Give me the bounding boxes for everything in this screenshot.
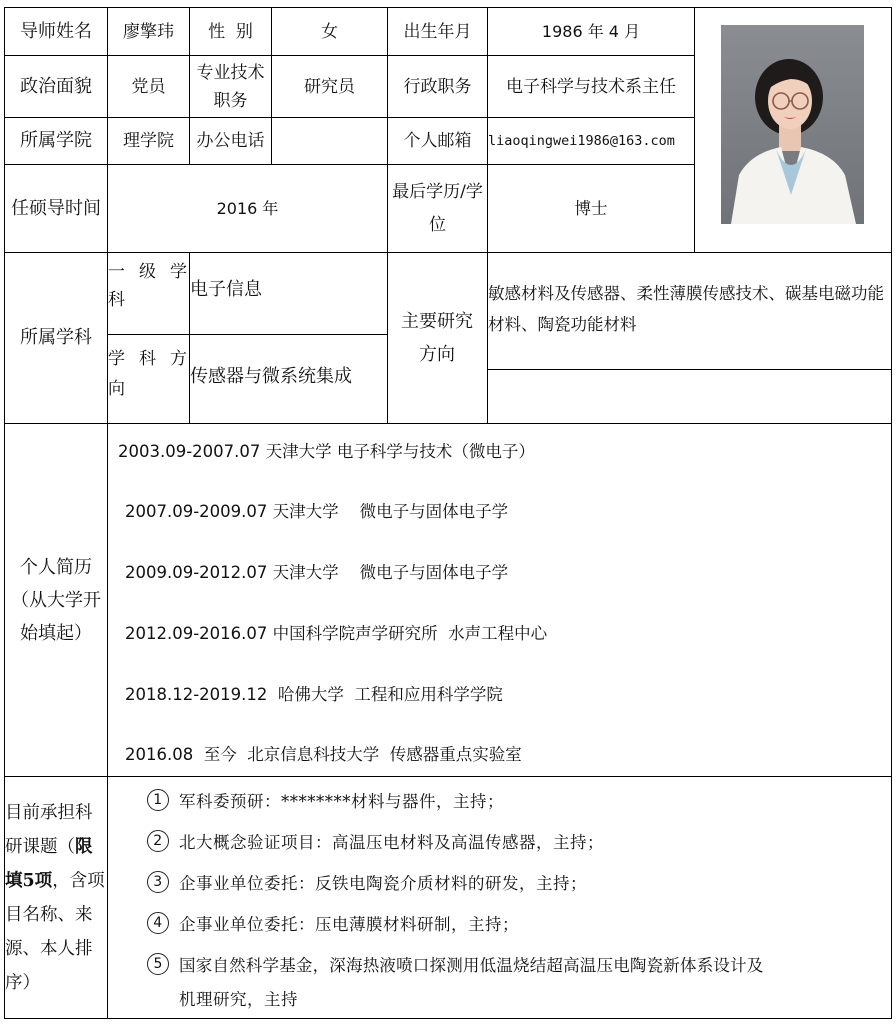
political-label: 政治面貌 [20,75,92,97]
projects-label-a: 目前承担科研课题（ [5,803,93,857]
discipline-label: 所属学科 [20,327,92,348]
college-label: 所属学院 [20,130,92,151]
project-item [147,829,604,853]
title-value: 研究员 [304,76,355,97]
portrait-photo [721,25,864,224]
project-item [147,952,764,976]
phone-value [272,118,387,164]
project-text: 北大概念验证项目：高温压电材料及高温传感器，主持； [179,833,604,852]
research-value: 敏感材料及传感器、柔性薄膜传感技术、碳基电磁功能材料、陶瓷功能材料 [488,284,884,334]
name-value: 廖擎玮 [123,21,174,42]
degree-label: 最后学历/学位 [392,181,483,235]
gender-label: 性 别 [208,21,253,42]
project-item [147,911,519,935]
degree-value: 博士 [574,198,608,218]
title-label: 专业技术职务 [196,62,265,111]
project-text: 企事业单位委托：压电薄膜材料研制，主持； [179,915,519,934]
cv-entry: 2016.08 至今 北京信息科技大学 传感器重点实验室 [125,745,522,764]
projects-label [5,796,107,1000]
number-3-icon: 3 [147,871,169,893]
level1-label: 一 级 学 科 [108,262,187,310]
gender-value: 女 [321,21,338,42]
sub-value: 传感器与微系统集成 [190,366,352,387]
email-label: 个人邮箱 [403,131,472,151]
research-label: 主要研究方向 [401,311,473,365]
portrait-icon [721,25,864,224]
project-text: 企事业单位委托：反铁电陶瓷介质材料的研发，主持； [179,874,587,893]
number-1-icon: 1 [147,789,169,811]
cv-entry: 2018.12-2019.12 哈佛大学 工程和应用科学学院 [125,685,503,704]
admin-value: 电子科学与技术系主任 [506,76,676,97]
project-item [147,788,504,812]
projects-label-b: 限填5项 [5,837,93,891]
college-value: 理学院 [123,131,174,151]
cv-entry: 2003.09-2007.07 天津大学 电子科学与技术（微电子） [118,442,535,461]
name-label: 导师姓名 [20,20,92,42]
admin-label: 行政职务 [403,76,472,97]
cv-entry: 2007.09-2009.07 天津大学 微电子与固体电子学 [125,502,509,521]
number-2-icon: 2 [147,830,169,852]
project-text-continued: 机理研究，主持 [179,990,298,1009]
number-5-icon: 5 [147,953,169,975]
project-text: 军科委预研：********材料与器件，主持； [179,792,504,811]
email-value: liaoqingwei1986@163.com [488,133,675,149]
political-value: 党员 [131,76,166,97]
sub-label: 学 科 方 向 [108,349,187,399]
supervisor-since-label: 任硕导时间 [11,198,101,219]
number-4-icon: 4 [147,912,169,934]
supervisor-since-value: 2016 年 [216,198,279,218]
birth-value: 1986 年 4 月 [541,21,641,41]
phone-label: 办公电话 [196,131,265,151]
cv-entry: 2012.09-2016.07 中国科学院声学研究所 水声工程中心 [125,624,548,643]
projects-label-c: ，含项目名称、来源、本人排序） [5,871,105,993]
cv-label: 个人简历（从大学开始填起） [11,556,101,644]
project-text: 国家自然科学基金，深海热液喷口探测用低温烧结超高温压电陶瓷新体系设计及 [179,956,764,975]
project-item [147,870,587,894]
cv-entry: 2009.09-2012.07 天津大学 微电子与固体电子学 [125,563,509,582]
birth-label: 出生年月 [403,21,472,42]
level1-value: 电子信息 [190,279,262,300]
